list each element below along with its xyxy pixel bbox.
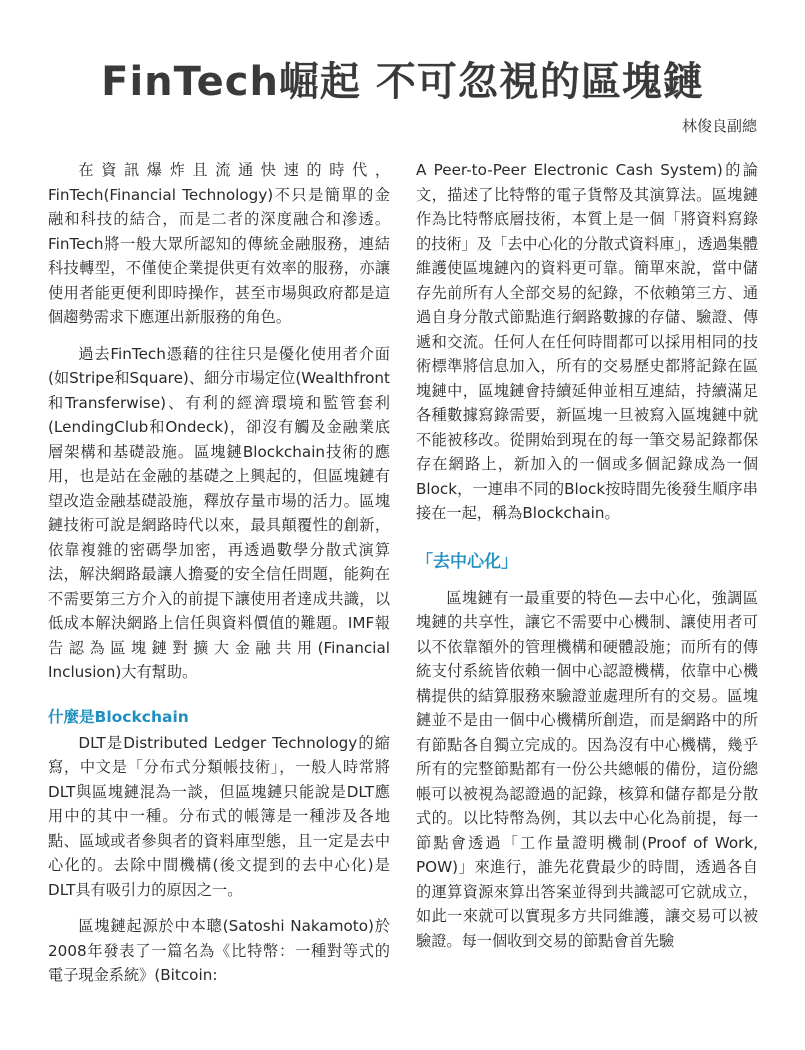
- author-byline: 林俊良副總: [681, 117, 757, 135]
- paragraph-blockchain-continued: A Peer-to-Peer Electronic Cash System)的論文，描述了比特幣的電子貨幣及其演算法。區塊鏈作為比特幣底層技術，本質上是一個「將資料寫錄的技術」及「去中心化的分散式資料庫」，透過集體維護使區塊鏈內的資料更可靠。簡單來說，當中儲存先前所有人全部交易的紀錄，不依賴第三方、通過自身分散式節點進行網路數據的存儲、驗證、傳遞和交流。任何人在任何時間都可以採用相同的技術標準將信息加入，所有的交易歷史都將記錄在區塊鏈中，區塊鏈會持續延伸並相互連結，持續滿足各種數據寫錄需要，新區塊一旦被寫入區塊鏈中就不能被移改。從開始到現在的每一筆交易記錄都保存在網路上，新加入的一個或多個記錄成為一個Block，一連串不同的Block按時間先後發生順序串接在一起，稱為Blockchain。: [416, 161, 758, 522]
- paragraph-dlt: DLT是Distributed Ledger Technology的縮寫，中文是「分布式分類帳技術」，一般人時常將DLT與區塊鏈混為一談，但區塊鏈只能說是DLT應用中的其中一種。分布式的帳簿是一種涉及各地點、區域或者參與者的資料庫型態，且一定是去中心化的。去除中間機構(後文提到的去中心化)是DLT具有吸引力的原因之一。: [48, 733, 390, 899]
- right-column: [416, 158, 758, 953]
- section-heading-decentralization: 「去中心化」: [416, 551, 518, 572]
- paragraph-fintech-history: 過去FinTech憑藉的往往只是優化使用者介面(如Stripe和Square)、細分市場定位(Wealthfront和Transferwise)、有利的經濟環境和監管套利(LendingClub和Ondeck)，卻沒有觸及金融業底層架構和基礎設施。區塊鏈Blockchain技術的應用，也是站在金融的基礎之上興起的，但區塊鏈有望改造金融基礎設施，釋放存量市場的活力。區塊鏈技術可說是網路時代以來，最具顛覆性的創新，依靠複雜的密碼學加密，再透過數學分散式演算法，解決網路最讓人擔憂的安全信任問題，能夠在不需要第三方介入的前提下讓使用者達成共識，以低成本解決網路上信任與資料價值的難題。IMF報告認為區塊鏈對擴大金融共用(Financial Inclusion)大有幫助。: [48, 344, 390, 681]
- paragraph-decentralization: 區塊鏈有一最重要的特色—去中心化，強調區塊鏈的共享性，讓它不需要中心機制、讓使用者可以不依靠額外的管理機構和硬體設施；而所有的傳統支付系統皆依賴一個中心認證機構，依靠中心機構提供的結算服務來驗證並處理所有的交易。區塊鏈並不是由一個中心機構所創造，而是網路中的所有節點各自獨立完成的。因為沒有中心機構，幾乎所有的完整節點都有一份公共總帳的備份，這份總帳可以被視為認證過的記錄，核算和儲存都是分散式的。以比特幣為例，其以去中心化為前提，每一節點會透過「工作量證明機制(Proof of Work, POW)」來進行，誰先花費最少的時間，透過各自的運算資源來算出答案並得到共識認可它就成立，如此一來就可以實現多方共同維護，讓交易可以被驗證。每一個收到交易的節點會首先驗: [416, 588, 758, 950]
- left-column: [48, 158, 390, 988]
- section-heading-what-is-blockchain: 什麼是Blockchain: [48, 707, 189, 726]
- paragraph-intro: 在資訊爆炸且流通快速的時代，FinTech(Financial Technology)不只是簡單的金融和科技的結合，而是二者的深度融合和滲透。FinTech將一般大眾所認知的傳統金融服務，連結科技轉型，不僅使企業提供更有效率的服務，亦讓使用者能更便利即時操作，甚至市場與政府都是這個趨勢需求下應運出新服務的角色。: [48, 161, 390, 326]
- article-title: FinTech崛起 不可忽視的區塊鏈: [101, 58, 704, 105]
- paragraph-blockchain-origin: 區塊鏈起源於中本聰(Satoshi Nakamoto)於2008年發表了一篇名為《比特幣：一種對等式的電子現金系統》(Bitcoin:: [48, 917, 390, 984]
